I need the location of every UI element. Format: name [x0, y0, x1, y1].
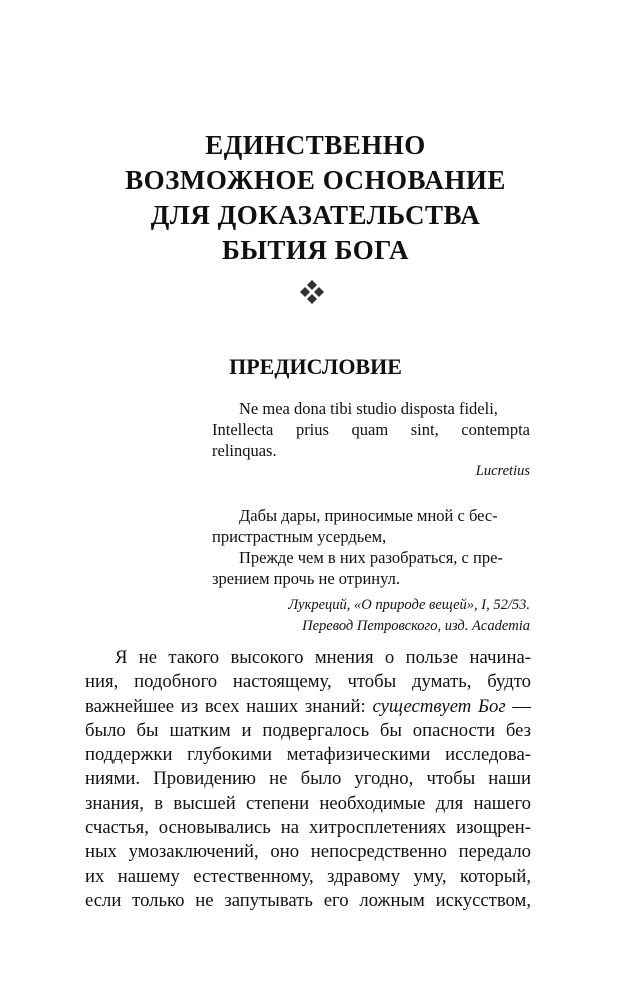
epigraph-attribution: Lucretius [475, 463, 530, 479]
epigraph [212, 398, 530, 637]
body-line: ных умозаключений, оно непосредственно передало [85, 841, 531, 863]
epigraph-line: Intellecta prius quam sint, contempta [212, 420, 530, 439]
body-line: если только не запутывать его ложным искусством, [85, 889, 531, 911]
epigraph-spacer [212, 482, 530, 505]
epigraph-attribution: Перевод Петровского, изд. Academia [302, 618, 530, 634]
section-title: ПРЕДИСЛОВИЕ [229, 354, 402, 379]
epigraph-line: Ne mea dona tibi studio disposta fideli, [239, 399, 498, 418]
epigraph-line: пристрастным усердьем, [212, 527, 387, 546]
body-line: счастья, основывались на хитросплетениях изощрен- [85, 817, 531, 839]
chapter-title-line: ДЛЯ ДОКАЗАТЕЛЬСТВА [150, 200, 481, 230]
body-line: было бы шатким и подвергалось бы опасности без [85, 719, 531, 741]
body-line: знания, в высшей степени необходимые для нашего [85, 792, 531, 814]
body-line: Я не такого высокого мнения о пользе начина- [115, 647, 531, 668]
body-line: их нашему естественному, здравому уму, который, [85, 865, 531, 887]
chapter-title-line: ВОЗМОЖНОЕ ОСНОВАНИЕ [125, 165, 506, 195]
epigraph-line: Дабы дары, приносимые мной с бес- [239, 506, 498, 525]
chapter-title-line: БЫТИЯ БОГА [221, 235, 410, 265]
epigraph-russian [212, 505, 530, 637]
fleuron-ornament-icon [299, 279, 325, 305]
body-paragraph [85, 646, 531, 913]
epigraph-line: relinquas. [212, 441, 277, 460]
body-line: ния, подобного настоящему, чтобы думать, будто [85, 671, 531, 693]
body-line: поддержки глубокими метафизическими исследова- [85, 744, 531, 766]
epigraph-line: Прежде чем в них разобраться, с пре- [239, 548, 503, 567]
epigraph-attribution: Лукреций, «О природе вещей», I, 52/53. [288, 597, 530, 613]
emphasis-dash: — [505, 695, 531, 717]
emphasis-phrase [372, 696, 531, 717]
epigraph-latin [212, 398, 530, 482]
body-line [85, 695, 531, 719]
epigraph-line: зрением прочь не отринул. [212, 569, 401, 588]
chapter-title [80, 128, 551, 268]
chapter-title-line: ЕДИНСТВЕННО [205, 130, 426, 160]
body-line-text: важнейшее из всех наших знаний: [85, 695, 366, 717]
body-line: ниями. Провидению не было угодно, чтобы наши [85, 768, 531, 790]
emphasis-text: существует Бог [372, 695, 506, 717]
